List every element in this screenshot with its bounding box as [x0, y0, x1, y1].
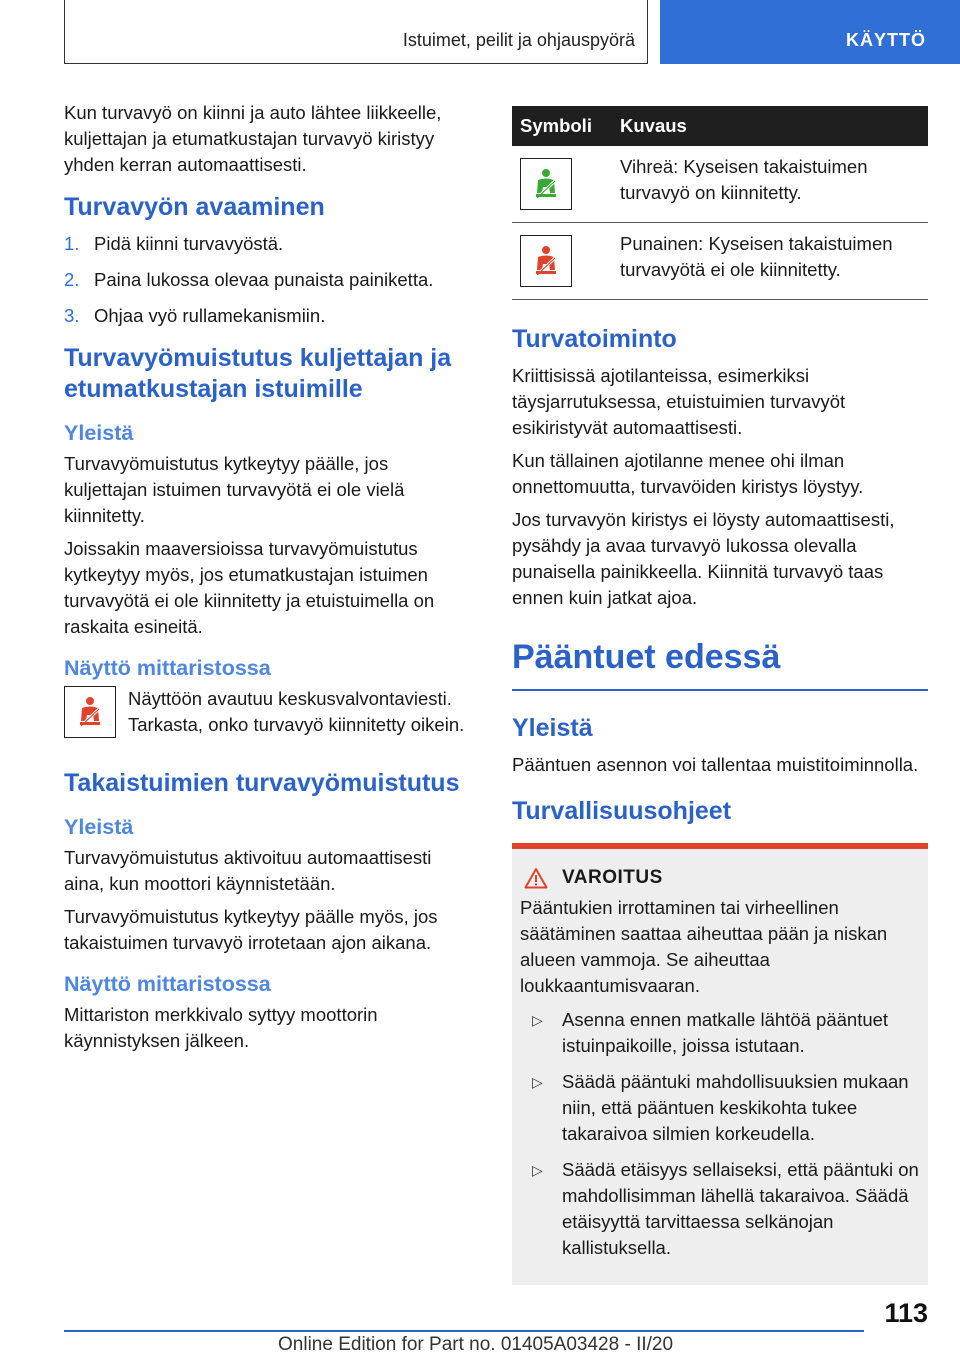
- display-row: [64, 686, 476, 738]
- step-number: 2.: [64, 269, 80, 290]
- step-item: [64, 303, 476, 329]
- heading-general: Yleistä: [64, 815, 134, 839]
- warning-item-text: Asenna ennen matkalle lähtöä pääntuet istuinpaikoille, joissa istutaan.: [562, 1009, 889, 1056]
- heading-display: Näyttö mittaristossa: [64, 972, 271, 996]
- symbol-cell: [512, 146, 612, 223]
- seatbelt-red-icon: [520, 235, 572, 287]
- step-item: [64, 267, 476, 293]
- warning-title: VAROITUS: [562, 867, 663, 888]
- description-cell: Punainen: Kyseisen takaistuimen turvavyötä ei ole kiinnitetty.: [612, 223, 928, 300]
- symbol-table: [512, 106, 928, 300]
- step-text: Pidä kiinni turvavyöstä.: [94, 233, 284, 254]
- heading-open-seatbelt: Turvavyön avaaminen: [64, 193, 325, 221]
- column-header-description: Kuvaus: [612, 106, 928, 146]
- paragraph: Turvavyömuistutus aktivoituu automaattisesti aina, kun moottori käynnistetään.: [64, 847, 432, 894]
- table-header-row: [512, 106, 928, 146]
- symbol-cell: [512, 223, 612, 300]
- heading-general: Yleistä: [64, 421, 134, 445]
- page-number: 113: [884, 1298, 928, 1328]
- footer-divider: [64, 1330, 864, 1332]
- paragraph: Joissakin maaversioissa turvavyömuistutus kytkeytyy myös, jos etumatkustajan istuimen turvavyötä ei ole kiinnitetty ja etuistuimella on raskaita esineitä.: [64, 538, 435, 637]
- seatbelt-green-icon: [520, 158, 572, 210]
- warning-triangle-icon: [524, 867, 548, 889]
- heading-general: Yleistä: [512, 714, 593, 742]
- paragraph: Kun tällainen ajotilanne menee ohi ilman onnettomuutta, turvavöiden kiristys löystyy.: [512, 450, 864, 497]
- chapter-tab-label: KÄYTTÖ: [846, 30, 926, 50]
- warning-list: [520, 1007, 920, 1261]
- paragraph: Kriittisissä ajotilanteissa, esimerkiksi täysjarrutuksessa, etuistuimien turvavyöt esikiristyvät automaattisesti.: [512, 365, 846, 438]
- step-item: [64, 231, 476, 257]
- table-row: [512, 146, 928, 223]
- display-text: Näyttöön avautuu keskusvalvontaviesti. Tarkasta, onko turvavyö kiinnitetty oikein.: [128, 688, 465, 735]
- warning-list-item: [520, 1007, 920, 1059]
- bullet-triangle-icon: ▷: [532, 1162, 543, 1178]
- heading-display: Näyttö mittaristossa: [64, 656, 271, 680]
- paragraph: Jos turvavyön kiristys ei löysty automaattisesti, pysähdy ja avaa turvavyö lukossa olevalla punaisella painikkeella. Kiinnitä turvavyö taas ennen kuin jatkat ajoa.: [512, 509, 895, 608]
- step-text: Paina lukossa olevaa punaista painiketta.: [94, 269, 434, 290]
- column-header-symbol: Symboli: [512, 106, 612, 146]
- chapter-tab[interactable]: [660, 0, 960, 64]
- left-column: [64, 100, 476, 1061]
- warning-item-text: Säädä etäisyys sellaiseksi, että pääntuki on mahdollisimman lähellä takaraivoa. Säädä etäisyyttä tarvittaessa selkänojan kallistuksella.: [562, 1159, 919, 1258]
- section-title: Istuimet, peilit ja ohjauspyörä: [402, 30, 635, 50]
- steps-list: [64, 231, 476, 329]
- intro-paragraph: Kun turvavyö on kiinni ja auto lähtee liikkeelle, kuljettajan ja etumatkustajan turvavyö kiristyy yhden kerran automaattisesti.: [64, 102, 442, 175]
- warning-header: [520, 867, 920, 889]
- bullet-triangle-icon: ▷: [532, 1012, 543, 1028]
- edition-footer: Online Edition for Part no. 01405A03428 - II/20: [278, 1334, 674, 1355]
- paragraph: Turvavyömuistutus kytkeytyy päälle, jos kuljettajan istuimen turvavyötä ei ole vielä kiinnitetty.: [64, 453, 405, 526]
- heading-safety-notes: Turvallisuusohjeet: [512, 797, 732, 825]
- step-number: 1.: [64, 233, 80, 254]
- warning-list-item: [520, 1157, 920, 1261]
- paragraph: Pääntuen asennon voi tallentaa muistitoiminnolla.: [512, 754, 919, 775]
- heading-front-headrests: Pääntuet edessä: [512, 635, 928, 691]
- warning-item-text: Säädä pääntuki mahdollisuuksien mukaan niin, että pääntuen keskikohta tukee takaraivoa silmien korkeudella.: [562, 1071, 909, 1144]
- right-column: [512, 103, 928, 1285]
- step-number: 3.: [64, 305, 80, 326]
- heading-safety-function: Turvatoiminto: [512, 325, 677, 353]
- heading-reminder-rear: Takaistuimien turvavyömuistutus: [64, 769, 460, 797]
- description-cell: Vihreä: Kyseisen takaistuimen turvavyö on kiinnitetty.: [612, 146, 928, 223]
- paragraph: Mittariston merkkivalo syttyy moottorin käynnistyksen jälkeen.: [64, 1004, 378, 1051]
- warning-text: Pääntukien irrottaminen tai virheellinen säätäminen saattaa aiheuttaa pään ja niskan alueen vammoja. Se aiheuttaa loukkaantumisvaaran.: [520, 897, 888, 996]
- warning-box: [512, 843, 928, 1285]
- header-section: [64, 0, 648, 64]
- step-text: Ohjaa vyö rullamekanismiin.: [94, 305, 326, 326]
- bullet-triangle-icon: ▷: [532, 1074, 543, 1090]
- seatbelt-warning-icon: [64, 686, 116, 738]
- warning-list-item: [520, 1069, 920, 1147]
- table-row: [512, 223, 928, 300]
- heading-reminder-front: Turvavyömuistutus kuljettajan ja etumatkustajan istuimille: [64, 344, 452, 403]
- paragraph: Turvavyömuistutus kytkeytyy päälle myös, jos takaistuimen turvavyö irrotetaan ajon aikana.: [64, 906, 438, 953]
